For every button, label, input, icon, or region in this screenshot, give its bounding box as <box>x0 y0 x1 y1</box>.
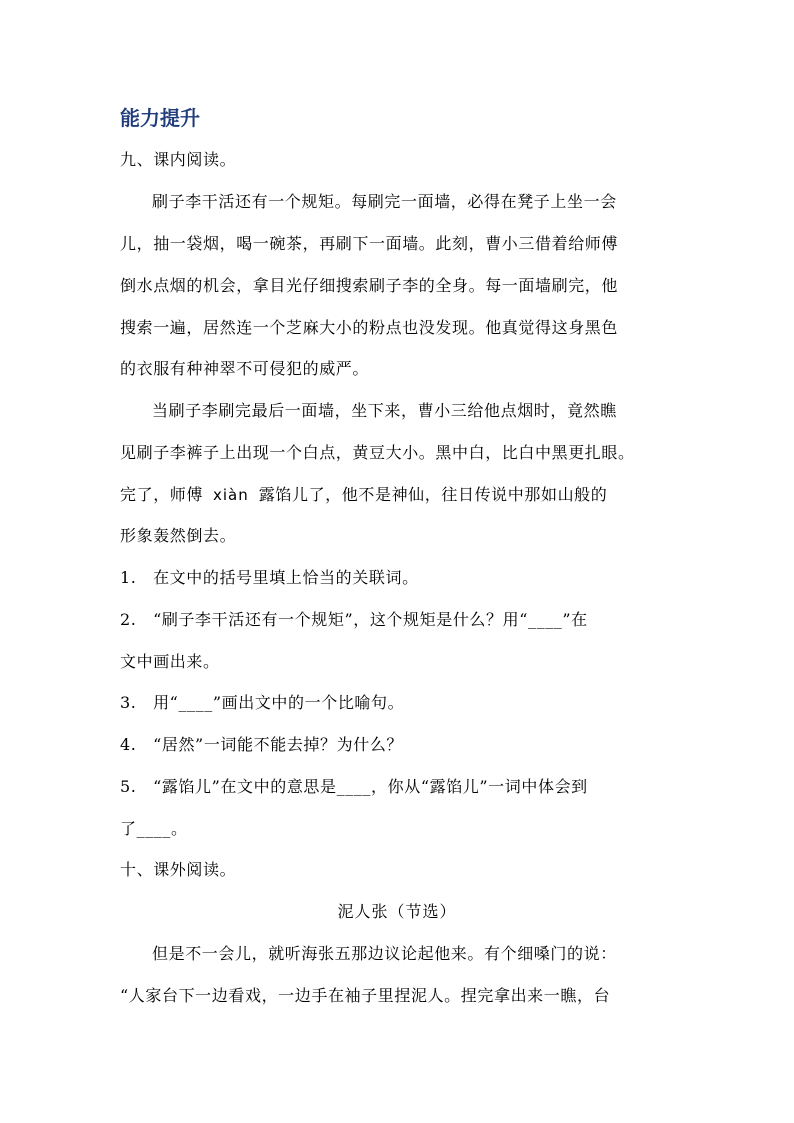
story-title: 泥人张（节选） <box>337 902 457 921</box>
question-1: 1. 在文中的括号里填上恰当的关联词。 <box>120 568 419 587</box>
pinyin-xian: xiàn <box>213 486 249 504</box>
part10-heading: 十、课外阅读。 <box>120 860 237 879</box>
question-5-line2: 了____。 <box>120 819 188 838</box>
para2-line3-after: 露馅儿了，他不是神仙，往日传说中那如山般的 <box>258 485 608 504</box>
question-5-line1: 5. “露馅儿”在文中的意思是____，你从“露馅儿”一词中体会到 <box>120 777 588 796</box>
section-title: 能力提升 <box>120 106 200 130</box>
part9-para1-line5: 的衣服有种神翠不可侵犯的威严。 <box>120 359 370 378</box>
part9-para2-line1: 当刷子李刷完最后一面墙，坐下来，曹小三给他点烟时，竟然瞧 <box>152 401 617 420</box>
part9-para2-line3 <box>120 483 607 507</box>
part10-para1-line1: 但是不一会儿，就听海张五那边议论起他来。有个细嗓门的说： <box>152 944 617 963</box>
part9-para1-line1: 刷子李干活还有一个规矩。每刷完一面墙，必得在凳子上坐一会 <box>152 192 617 211</box>
part9-heading: 九、课内阅读。 <box>120 150 237 169</box>
part9-para1-line2: 儿，抽一袋烟，喝一碗茶，再刷下一面墙。此刻，曹小三借着给师傅 <box>120 234 619 253</box>
question-2-line1: 2. “刷子李干活还有一个规矩”，这个规矩是什么？用“____”在 <box>120 610 588 629</box>
part9-para1-line3: 倒水点烟的机会，拿目光仔细搜索刷子李的全身。每一面墙刷完，他 <box>120 276 619 295</box>
para2-line3-before: 完了，师傅 <box>120 485 204 504</box>
question-4: 4. “居然”一词能不能去掉？为什么？ <box>120 735 404 754</box>
part9-para2-line2: 见刷子李裤子上出现一个白点，黄豆大小。黑中白，比白中黑更扎眼。 <box>120 443 635 462</box>
question-3: 3. 用“____”画出文中的一个比喻句。 <box>120 693 405 712</box>
part9-para2-line4: 形象轰然倒去。 <box>120 526 237 545</box>
part9-para1-line4: 搜索一遍，居然连一个芝麻大小的粉点也没发现。他真觉得这身黑色 <box>120 318 619 337</box>
question-2-line2: 文中画出来。 <box>120 652 220 671</box>
part10-para1-line2: “人家台下一边看戏，一边手在袖子里捏泥人。捏完拿出来一瞧，台 <box>120 986 611 1005</box>
